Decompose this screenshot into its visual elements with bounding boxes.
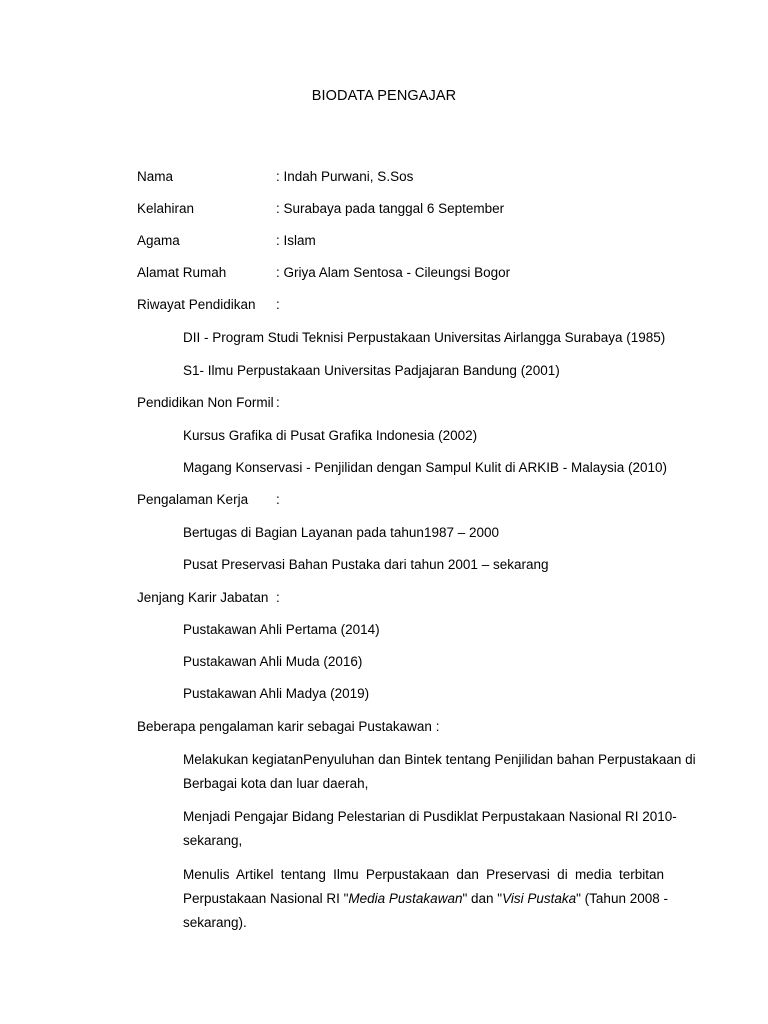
section-label: Jenjang Karir Jabatan xyxy=(137,590,269,605)
field-value: : Surabaya pada tanggal 6 September xyxy=(276,201,505,216)
field-agama xyxy=(137,233,316,248)
paragraph-line: Berbagai kota dan luar daerah, xyxy=(183,776,369,791)
paragraph-line: Melakukan kegiatanPenyuluhan dan Bintek tentang Penjilidan bahan Perpustakaan di xyxy=(183,752,696,767)
list-item: Pustakawan Ahli Muda (2016) xyxy=(183,654,363,669)
paragraph-pengajar xyxy=(183,805,677,853)
list-item: Magang Konservasi - Penjilidan dengan Sampul Kulit di ARKIB - Malaysia (2010) xyxy=(183,460,668,475)
list-item: Pustakawan Ahli Pertama (2014) xyxy=(183,622,380,637)
media-title-emphasis: Visi Pustaka xyxy=(502,891,577,906)
paragraph-line: sekarang). xyxy=(183,915,247,930)
section-pengalaman-kerja xyxy=(137,492,280,507)
text-run: " dan " xyxy=(462,891,503,906)
section-label: Riwayat Pendidikan xyxy=(137,297,256,312)
section-label: Pendidikan Non Formil xyxy=(137,395,274,410)
list-item: Bertugas di Bagian Layanan pada tahun1987 – 2000 xyxy=(183,525,500,540)
paragraph-line xyxy=(183,887,668,911)
section-heading-pengalaman-pustakawan: Beberapa pengalaman karir sebagai Pustakawan : xyxy=(137,719,440,734)
paragraph-line: sekarang, xyxy=(183,833,243,848)
page-title: BIODATA PENGAJAR xyxy=(311,88,457,104)
paragraph-line: Menjadi Pengajar Bidang Pelestarian di Pusdiklat Perpustakaan Nasional RI 2010- xyxy=(183,809,677,824)
section-colon: : xyxy=(276,297,280,312)
field-label: Alamat Rumah xyxy=(137,265,227,280)
media-title-emphasis: Media Pustakawan xyxy=(348,891,463,906)
field-value: : Griya Alam Sentosa - Cileungsi Bogor xyxy=(276,265,511,280)
field-label: Kelahiran xyxy=(137,201,195,216)
section-colon: : xyxy=(276,590,280,605)
text-run: Perpustakaan Nasional RI " xyxy=(183,891,349,906)
list-item: DII - Program Studi Teknisi Perpustakaan Universitas Airlangga Surabaya (1985) xyxy=(183,330,666,345)
field-value: : Islam xyxy=(276,233,316,248)
field-alamat xyxy=(137,265,510,280)
text-run: " (Tahun 2008 - xyxy=(576,891,668,906)
paragraph-artikel xyxy=(183,863,668,935)
section-riwayat-pendidikan xyxy=(137,297,280,312)
list-item: Pusat Preservasi Bahan Pustaka dari tahun 2001 – sekarang xyxy=(183,557,549,572)
paragraph-line: Menulis Artikel tentang Ilmu Perpustakaan dan Preservasi di media terbitan xyxy=(183,867,664,882)
paragraph-penyuluhan xyxy=(183,748,696,796)
field-kelahiran xyxy=(137,201,504,216)
field-value: : Indah Purwani, S.Sos xyxy=(276,169,414,184)
field-nama xyxy=(137,169,413,184)
list-item: Kursus Grafika di Pusat Grafika Indonesia (2002) xyxy=(183,428,478,443)
section-colon: : xyxy=(276,395,280,410)
section-label: Pengalaman Kerja xyxy=(137,492,249,507)
field-label: Nama xyxy=(137,169,174,184)
section-pendidikan-non-formil xyxy=(137,395,280,410)
section-colon: : xyxy=(276,492,280,507)
list-item: S1- Ilmu Perpustakaan Universitas Padjajaran Bandung (2001) xyxy=(183,363,560,378)
section-jenjang-karir xyxy=(137,590,280,605)
list-item: Pustakawan Ahli Madya (2019) xyxy=(183,686,370,701)
field-label: Agama xyxy=(137,233,180,248)
